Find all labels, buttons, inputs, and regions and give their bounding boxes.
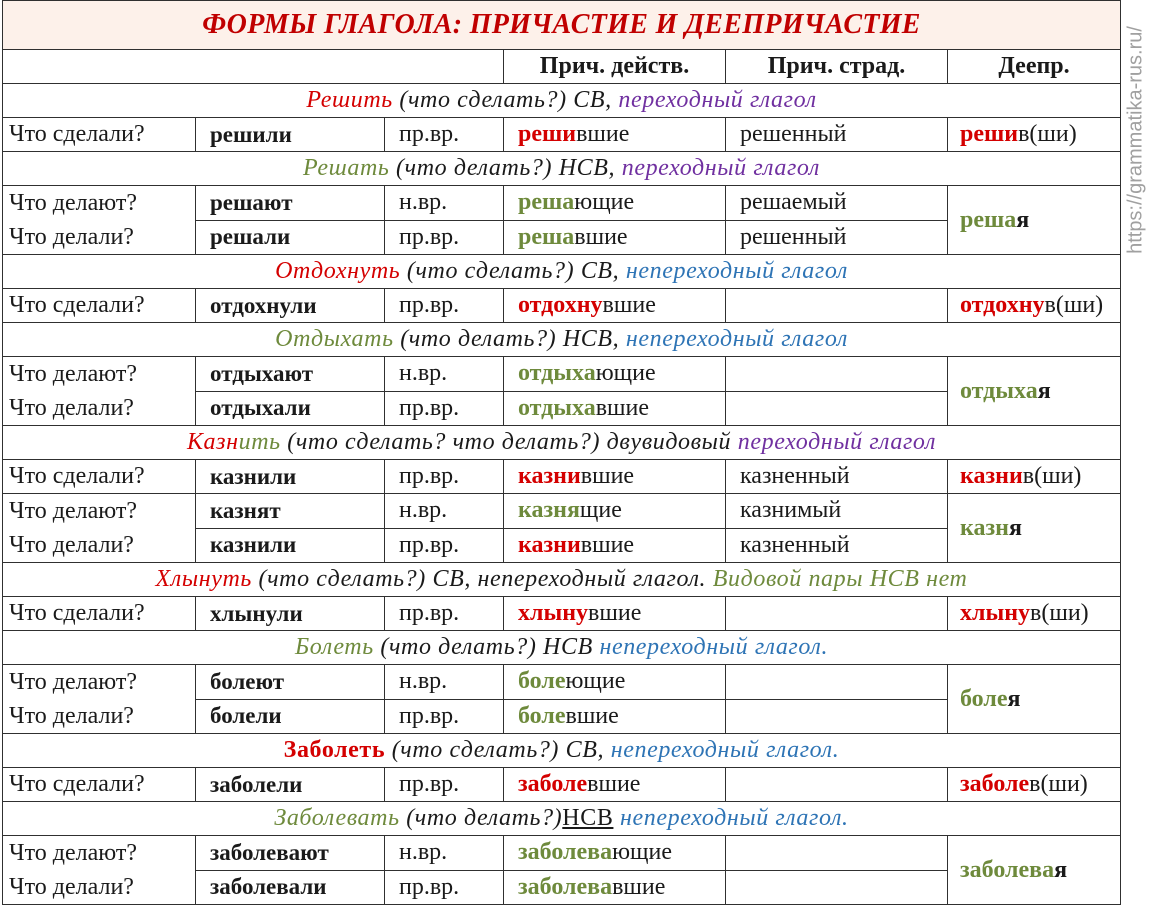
verb-heading-reshat [3,152,1121,186]
verb-transitivity: непереходный глагол. [613,805,849,831]
tense-cell: н.вр. [385,665,504,700]
verb-aspect: НСВ [562,805,614,831]
verb-heading-zabolevat [3,802,1121,836]
table-row [3,186,1121,221]
verb-transitivity: переходный глагол [731,429,937,455]
verb-note: Видовой пары НСВ нет [706,566,968,592]
verb-form-cell: казнят [196,494,385,529]
verb-transitivity: непереходный глагол. [604,737,840,763]
gerund-cell: решив(ши) [948,118,1121,152]
active-participle-cell: отдыхавшие [504,391,726,426]
header-gerund: Деепр. [948,50,1121,84]
passive-participle-cell: решенный [726,118,948,152]
verb-heading-bolet [3,631,1121,665]
active-participle-cell: решающие [504,186,726,221]
passive-participle-cell: решенный [726,220,948,255]
verb-name: Заболеть [283,737,386,763]
active-participle-cell: болеющие [504,665,726,700]
table-row [3,118,1121,152]
verb-forms-table [2,0,1121,905]
gerund-cell: казнив(ши) [948,460,1121,494]
tense-cell: пр.вр. [385,699,504,734]
gerund-cell: заболев(ши) [948,768,1121,802]
active-participle-cell: решавшие [504,220,726,255]
verb-form-cell: решили [196,118,385,152]
table-row [3,597,1121,631]
verb-question: (что делать?) НСВ [373,634,593,660]
tense-cell: пр.вр. [385,391,504,426]
passive-participle-cell [726,836,948,871]
verb-heading-kaznit [3,426,1121,460]
passive-participle-cell [726,870,948,905]
passive-participle-cell: решаемый [726,186,948,221]
verb-form-cell: решают [196,186,385,221]
verb-heading-reshit [3,84,1121,118]
tense-cell: пр.вр. [385,220,504,255]
passive-participle-cell [726,391,948,426]
question-cell: Что сделали? [3,118,196,152]
tense-cell: пр.вр. [385,289,504,323]
verb-form-cell: заболевали [196,870,385,905]
verb-form-cell: болели [196,699,385,734]
verb-transitivity: непереходный глагол. [592,634,829,660]
verb-form-cell: болеют [196,665,385,700]
active-participle-cell: казнившие [504,460,726,494]
question-cell: Что делают? Что делали? [3,665,196,734]
table-row [3,665,1121,700]
question-cell: Что делают? Что делали? [3,494,196,563]
passive-participle-cell [726,597,948,631]
table-title: ФОРМЫ ГЛАГОЛА: ПРИЧАСТИЕ И ДЕЕПРИЧАСТИЕ [3,1,1121,50]
table-row [3,836,1121,871]
table-row [3,289,1121,323]
question-cell: Что делают? Что делали? [3,836,196,905]
verb-forms-table-sheet [2,0,1120,909]
verb-form-cell: хлынули [196,597,385,631]
active-participle-cell: казнившие [504,528,726,563]
table-row [3,768,1121,802]
verb-form-cell: заболели [196,768,385,802]
verb-question: (что сделать?) СВ, [392,87,612,113]
active-participle-cell: заболевающие [504,836,726,871]
verb-form-cell: казнили [196,528,385,563]
passive-participle-cell: казненный [726,460,948,494]
gerund-cell: решая [948,186,1121,255]
passive-participle-cell [726,768,948,802]
table-row [3,460,1121,494]
active-participle-cell: заболевшие [504,768,726,802]
verb-heading-zabolet [3,734,1121,768]
tense-cell: н.вр. [385,186,504,221]
verb-question: (что делать?) НСВ, [389,155,616,181]
verb-name: Болеть [294,634,374,660]
header-passive-participle: Прич. страд. [726,50,948,84]
verb-name: Решить [306,87,393,113]
verb-name-ending: ить [238,429,281,455]
passive-participle-cell [726,699,948,734]
verb-name: Хлынуть [155,566,252,592]
passive-participle-cell [726,665,948,700]
tense-cell: н.вр. [385,494,504,529]
active-participle-cell: отдыхающие [504,357,726,392]
tense-cell: н.вр. [385,357,504,392]
verb-name: Решать [303,155,390,181]
passive-participle-cell: казненный [726,528,948,563]
active-participle-cell: болевшие [504,699,726,734]
verb-name: Заболевать [274,805,400,831]
verb-transitivity: переходный глагол [615,155,820,181]
active-participle-cell: хлынувшие [504,597,726,631]
verb-transitivity: непереходный глагол [619,326,848,352]
passive-participle-cell [726,357,948,392]
verb-name: Отдохнуть [275,258,401,284]
tense-cell: пр.вр. [385,528,504,563]
question-cell: Что сделали? [3,768,196,802]
gerund-cell: заболевая [948,836,1121,905]
watermark [1121,0,1150,909]
active-participle-cell: казнящие [504,494,726,529]
verb-transitivity: непереходный глагол [619,258,848,284]
gerund-cell: отдыхая [948,357,1121,426]
tense-cell: пр.вр. [385,597,504,631]
gerund-cell: отдохнув(ши) [948,289,1121,323]
verb-question: (что делать?) [399,805,563,831]
question-cell: Что делают? Что делали? [3,357,196,426]
verb-transitivity: переходный глагол [611,87,817,113]
question-cell: Что сделали? [3,289,196,323]
question-cell: Что сделали? [3,460,196,494]
verb-form-cell: казнили [196,460,385,494]
active-participle-cell: заболевавшие [504,870,726,905]
question-cell: Что сделали? [3,597,196,631]
gerund-cell: казня [948,494,1121,563]
verb-heading-otdokhnut [3,255,1121,289]
verb-question: (что сделать?) СВ, непереходный глагол. [251,566,707,592]
verb-heading-khlynut [3,563,1121,597]
header-empty-cell [3,50,504,84]
verb-question: (что сделать?) СВ, [400,258,620,284]
question-cell: Что делают? Что делали? [3,186,196,255]
verb-question: (что делать?) НСВ, [393,326,620,352]
verb-form-cell: отдыхают [196,357,385,392]
tense-cell: н.вр. [385,836,504,871]
tense-cell: пр.вр. [385,460,504,494]
verb-name-stem: Казн [187,429,239,455]
watermark-url: https://grammatika-rus.ru/ [1124,26,1146,254]
passive-participle-cell [726,289,948,323]
tense-cell: пр.вр. [385,118,504,152]
verb-heading-otdykhat [3,323,1121,357]
active-participle-cell: отдохнувшие [504,289,726,323]
verb-form-cell: отдохнули [196,289,385,323]
active-participle-cell: решившие [504,118,726,152]
verb-question: (что сделать?) СВ, [385,737,605,763]
verb-form-cell: решали [196,220,385,255]
gerund-cell: болея [948,665,1121,734]
gerund-cell: хлынув(ши) [948,597,1121,631]
passive-participle-cell: казнимый [726,494,948,529]
tense-cell: пр.вр. [385,870,504,905]
verb-name: Отдыхать [275,326,394,352]
table-row [3,357,1121,392]
verb-form-cell: отдыхали [196,391,385,426]
header-active-participle: Прич. действ. [504,50,726,84]
tense-cell: пр.вр. [385,768,504,802]
verb-form-cell: заболевают [196,836,385,871]
verb-question: (что сделать? что делать?) двувидовый [280,429,732,455]
table-row [3,494,1121,529]
